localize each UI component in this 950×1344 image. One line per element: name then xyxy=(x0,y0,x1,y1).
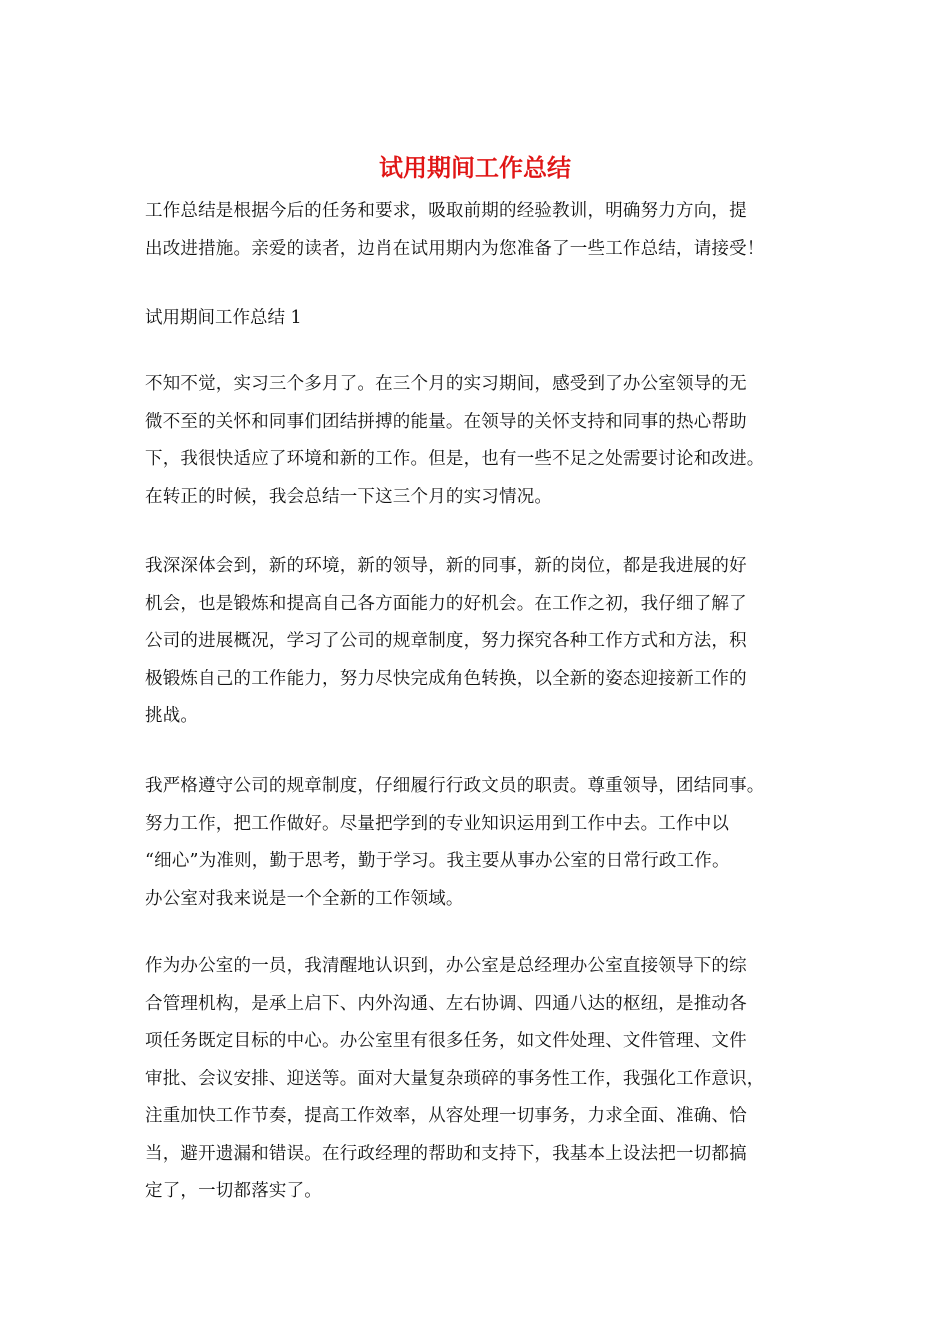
paragraph-line: 办公室对我来说是一个全新的工作领域。 xyxy=(145,888,464,909)
section-heading: 试用期间工作总结 1 xyxy=(145,308,302,328)
intro-line: 工作总结是根据今后的任务和要求，吸取前期的经验教训，明确努力方向，提 xyxy=(145,201,747,221)
paragraph-line: 合管理机构，是承上启下、内外沟通、左右协调、四通八达的枢纽，是推动各 xyxy=(145,993,747,1014)
paragraph-3 xyxy=(145,768,807,918)
paragraph-line: 我严格遵守公司的规章制度，仔细履行行政文员的职责。尊重领导，团结同事。 xyxy=(145,776,765,796)
paragraph-line: 在转正的时候，我会总结一下这三个月的实习情况。 xyxy=(145,486,553,507)
paragraph-line: 公司的进展概况，学习了公司的规章制度，努力探究各种工作方式和方法，积 xyxy=(145,631,747,651)
paragraph-line: 努力工作，把工作做好。尽量把学到的专业知识运用到工作中去。工作中以 xyxy=(145,813,730,834)
paragraph-2 xyxy=(145,548,807,736)
document-title: 试用期间工作总结 xyxy=(379,154,571,182)
paragraph-line: 审批、会议安排、迎送等。面对大量复杂琐碎的事务性工作，我强化工作意识， xyxy=(145,1068,765,1089)
paragraph-line: 微不至的关怀和同事们团结拼搏的能量。在领导的关怀支持和同事的热心帮助 xyxy=(145,411,747,432)
paragraph-line: “细心”为准则，勤于思考，勤于学习。我主要从事办公室的日常行政工作。 xyxy=(145,851,730,871)
paragraph-line: 极锻炼自己的工作能力，努力尽快完成角色转换，以全新的姿态迎接新工作的 xyxy=(145,668,747,689)
paragraph-line: 作为办公室的一员，我清醒地认识到，办公室是总经理办公室直接领导下的综 xyxy=(145,956,747,976)
paragraph-line: 项任务既定目标的中心。办公室里有很多任务，如文件处理、文件管理、文件 xyxy=(145,1031,747,1051)
paragraph-line: 挑战。 xyxy=(145,706,199,726)
intro-paragraph xyxy=(145,193,807,268)
paragraph-1 xyxy=(145,366,807,516)
paragraph-line: 注重加快工作节奏，提高工作效率，从容处理一切事务，力求全面、准确、恰 xyxy=(145,1106,747,1126)
paragraph-line: 机会，也是锻炼和提高自己各方面能力的好机会。在工作之初，我仔细了解了 xyxy=(145,593,747,614)
paragraph-4 xyxy=(145,948,807,1211)
intro-line: 出改进措施。亲爱的读者，边肖在试用期内为您准备了一些工作总结，请接受！ xyxy=(145,238,765,259)
paragraph-line: 不知不觉，实习三个多月了。在三个月的实习期间，感受到了办公室领导的无 xyxy=(145,374,747,394)
paragraph-line: 下，我很快适应了环境和新的工作。但是，也有一些不足之处需要讨论和改进。 xyxy=(145,449,765,469)
paragraph-line: 当，避开遗漏和错误。在行政经理的帮助和支持下，我基本上设法把一切都搞 xyxy=(145,1143,747,1164)
paragraph-line: 定了，一切都落实了。 xyxy=(145,1181,322,1201)
paragraph-line: 我深深体会到，新的环境，新的领导，新的同事，新的岗位，都是我进展的好 xyxy=(145,556,747,576)
